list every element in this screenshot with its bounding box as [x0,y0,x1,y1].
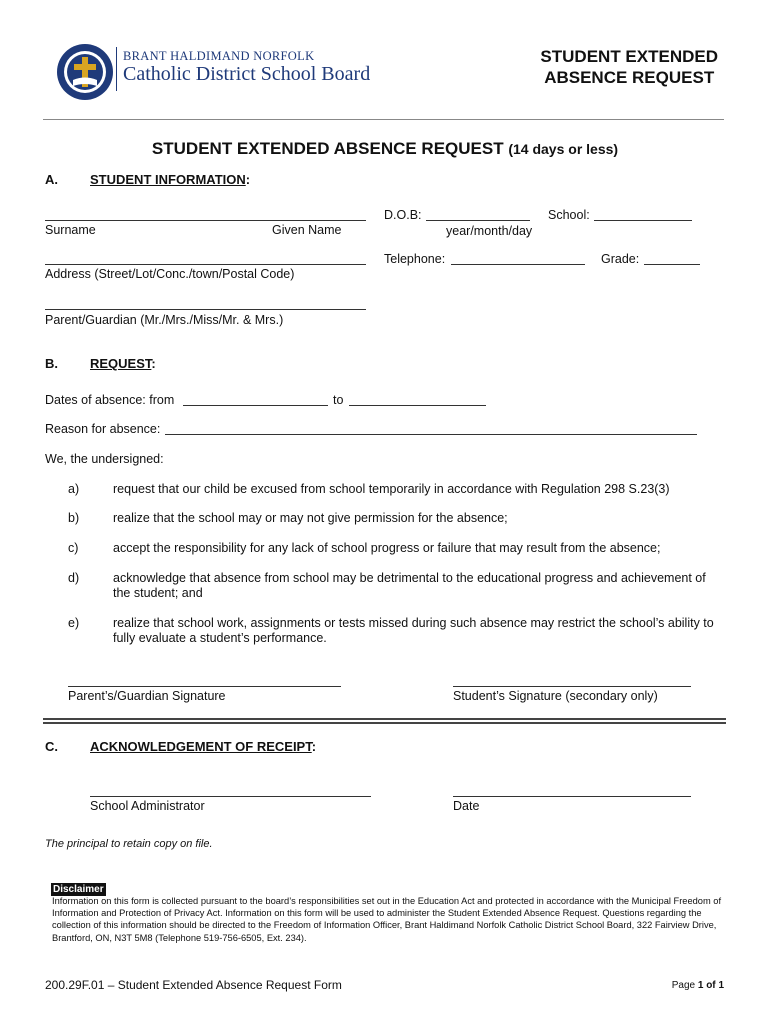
parent-field[interactable] [45,309,366,310]
reason-label: Reason for absence: [45,422,161,436]
date-from-field[interactable] [183,405,328,406]
header-rule [43,119,724,120]
page-word: Page [671,980,696,991]
section-b-colon: : [151,356,156,371]
section-a-title: STUDENT INFORMATION [90,172,246,187]
header-title [540,46,718,88]
parent-signature-label: Parent’s/Guardian Signature [68,689,226,703]
telephone-field[interactable] [451,264,585,265]
footer-form-id: 200.29F.01 – Student Extended Absence Request Form [45,978,342,992]
page-total: 1 [718,980,724,991]
dob-field[interactable] [426,220,530,221]
section-b-heading [90,356,156,371]
form-title-sub: (14 days or less) [508,141,619,157]
list-item: realize that school work, assignments or tests missed during such absence may restrict the school’s ability to [113,616,714,630]
list-marker: d) [68,571,80,585]
dob-label: D.O.B: [384,208,422,222]
telephone-label: Telephone: [384,252,446,266]
section-divider [43,718,726,720]
student-signature-field[interactable] [453,686,691,687]
given-name-label: Given Name [272,223,342,237]
date-to-field[interactable] [349,405,486,406]
header-title-line2: ABSENCE REQUEST [544,68,715,87]
admin-signature-field[interactable] [90,796,371,797]
date-field[interactable] [453,796,691,797]
section-c-letter: C. [45,739,58,754]
school-board-logo-icon [55,42,115,102]
section-divider [43,722,726,724]
to-label: to [333,393,344,407]
section-c-title: ACKNOWLEDGEMENT OF RECEIPT [90,739,312,754]
grade-label: Grade: [601,252,640,266]
name-field[interactable] [45,220,366,221]
section-c-heading [90,739,316,754]
form-title-main: STUDENT EXTENDED ABSENCE REQUEST [151,139,504,158]
admin-label: School Administrator [90,799,205,813]
parent-signature-field[interactable] [68,686,341,687]
list-marker: a) [68,482,80,496]
retain-note: The principal to retain copy on file. [45,838,213,850]
disclaimer-label: Disclaimer [53,884,104,895]
dob-hint: year/month/day [446,224,533,238]
page-current: 1 [697,980,704,991]
list-marker: b) [68,511,80,525]
student-signature-label: Student’s Signature (secondary only) [453,689,658,703]
school-field[interactable] [594,220,692,221]
list-item: realize that the school may or may not give permission for the absence; [113,511,508,525]
list-item: accept the responsibility for any lack of school progress or failure that may result from the absence; [113,541,661,555]
page-of: of [706,980,716,991]
disclaimer-text: Information on this form is collected pursuant to the board’s responsibilities set out in the Education Act and protected in accordance with the Municipal Freedom of Information and Protection of Privacy Act. Information on this form will be used to administer the Student Extended Absence Request. Questions regarding the collection of this information should be directed to the Freedom of Information Officer, Brant Haldimand Norfolk Catholic District School Board, 322 Fairview Drive, Brantford, ON, N3T 5M8 (Telephone 519-756-6505, Ext. 234). [52,896,722,943]
list-marker: e) [68,616,80,630]
list-item: acknowledge that absence from school may be detrimental to the educational progress and achievement of [113,571,706,585]
page-number [672,980,724,991]
list-item: request that our child be excused from school temporarily in accordance with Regulation 298 S.23(3) [113,482,670,496]
address-field[interactable] [45,264,366,265]
form-title [0,139,770,159]
section-b-title: REQUEST [90,356,152,371]
list-item-continuation: fully evaluate a student’s performance. [113,631,327,645]
school-label: School: [548,208,590,222]
board-name-line2: Catholic District School Board [123,63,371,85]
section-b-letter: B. [45,356,58,371]
grade-field[interactable] [644,264,700,265]
header-divider [116,47,117,91]
section-a-heading [90,172,250,187]
dates-label: Dates of absence: from [45,393,175,407]
header-title-line1: STUDENT EXTENDED [540,47,718,66]
date-label: Date [453,799,480,813]
parent-label: Parent/Guardian (Mr./Mrs./Miss/Mr. & Mrs.) [45,313,284,327]
undersigned-label: We, the undersigned: [45,452,164,466]
list-marker: c) [68,541,79,555]
reason-field[interactable] [165,434,697,435]
list-item-continuation: the student; and [113,586,203,600]
board-name-line1: BRANT HALDIMAND NORFOLK [123,49,315,63]
section-a-colon: : [245,172,251,187]
address-label: Address (Street/Lot/Conc./town/Postal Code) [45,267,295,281]
section-a-letter: A. [45,172,58,187]
section-c-colon: : [311,739,317,754]
surname-label: Surname [45,223,96,237]
